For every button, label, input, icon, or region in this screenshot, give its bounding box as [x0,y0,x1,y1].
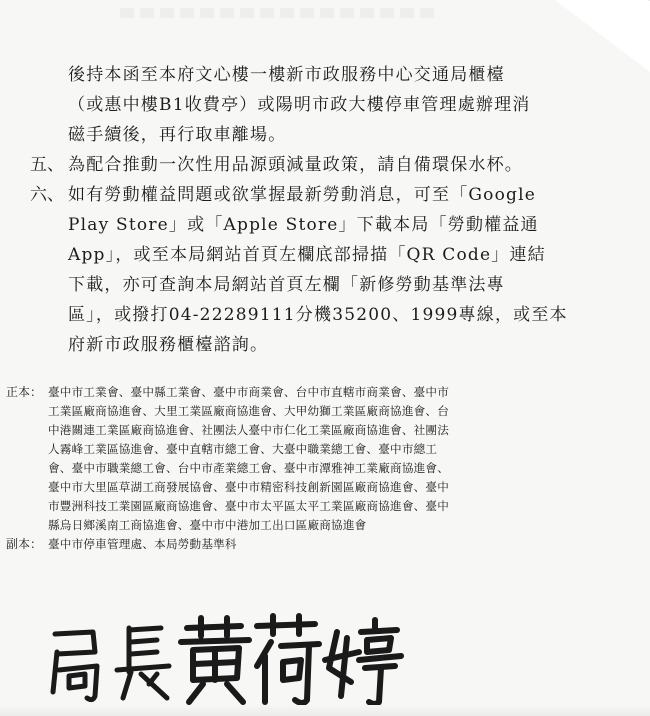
copy-label: 副本： [6,537,43,551]
item-number: 五、 [30,155,64,175]
scan-shadow [0,705,650,716]
item-text: 府新市政服務櫃檯諮詢。 [68,335,269,355]
item-text: 區」，或撥打04-22289111分機35200、1999專線，或至本 [68,305,568,325]
recipient-line: 臺中市大里區草湖工商發展協會、臺中市精密科技創新園區廠商協進會、臺中 [48,480,449,494]
item-number: 六、 [30,185,64,205]
recipient-line: 人霧峰工業區協進會、臺中直轄市總工會、大臺中職業總工會、臺中市總工 [48,442,438,456]
item-text: 為配合推動一次性用品源頭減量政策，請自備環保水杯。 [68,155,523,175]
item-text: 下載，亦可查詢本局網站首頁左欄「新修勞動基準法專 [68,275,505,295]
bleed-through-text [120,8,440,18]
item-text: App」，或至本局網站首頁左欄底部掃描「QR Code」連結 [68,245,546,265]
body-line: 後持本函至本府文心樓一樓新市政服務中心交通局櫃檯 [68,65,505,85]
body-line: 磁手續後，再行取車離場。 [68,125,287,145]
recipient-line: 中港關連工業區廠商協進會、社團法人臺中市仁化工業區廠商協進會、社團法 [48,423,449,437]
recipient-line: 工業區廠商協進會、大里工業區廠商協進會、大甲幼獅工業區廠商協進會、台 [48,404,449,418]
item-text: 如有勞動權益問題或欲掌握最新勞動消息，可至「Google [68,185,537,205]
body-line: （或惠中樓B1收費亭）或陽明市政大樓停車管理處辦理消 [68,95,531,115]
recipient-line: 縣烏日鄉溪南工商協進會、臺中市中港加工出口區廠商協進會 [48,518,367,532]
folded-corner [555,0,650,72]
item-text: Play Store」或「Apple Store」下載本局「勞動權益通 [68,215,539,235]
director-signature [45,612,405,707]
recipient-line: 臺中市工業會、臺中縣工業會、臺中市商業會、台中市直轄市商業會、臺中市 [48,385,449,399]
recipients-label: 正本： [6,385,43,399]
recipient-line: 市豐洲科技工業園區廠商協進會、臺中市太平區太平工業區廠商協進會、臺中 [48,499,449,513]
copy-recipient-line: 臺中市停車管理處、本局勞動基準科 [48,537,237,551]
recipient-line: 會、臺中市職業總工會、台中市產業總工會、臺中市潭雅神工業廠商協進會、 [48,461,449,475]
